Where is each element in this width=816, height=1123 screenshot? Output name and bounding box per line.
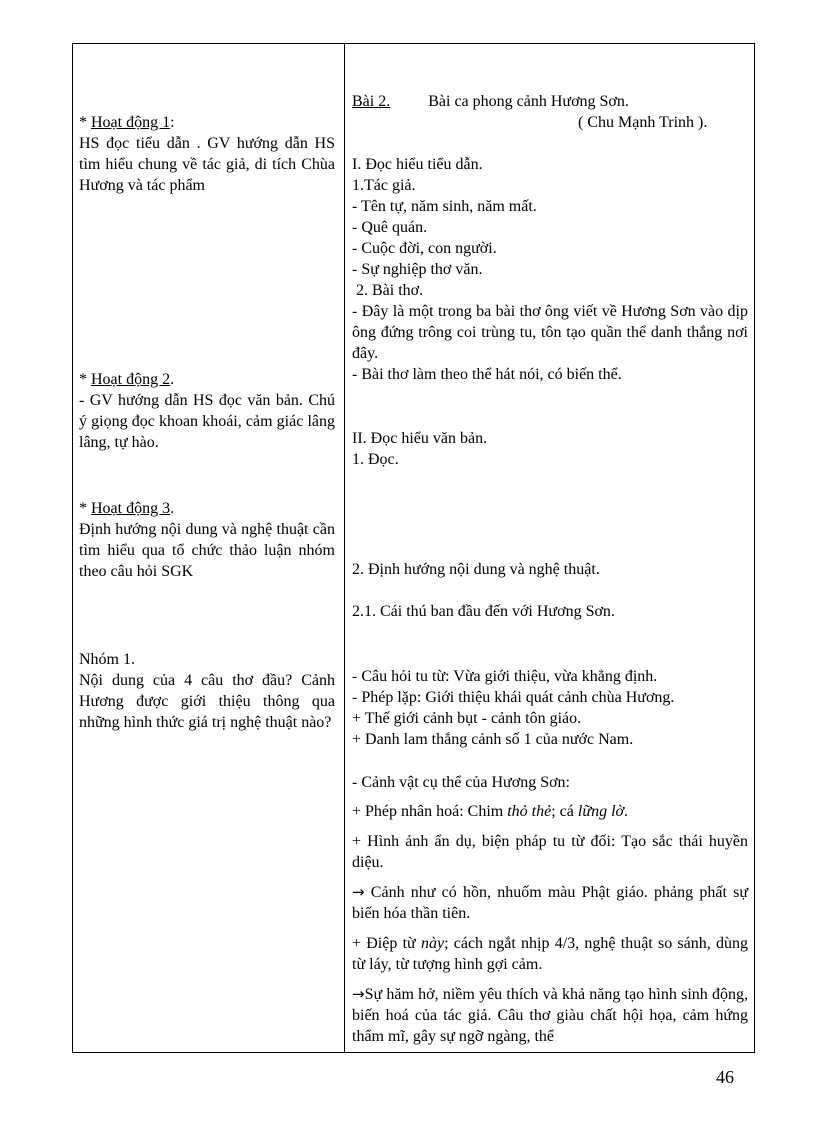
section-2-2-title: 2. Định hướng nội dung và nghệ thuật. [352,561,600,578]
lesson-table [72,43,755,1053]
section-2-2-1-title: 2.1. Cái thú ban đầu đến với Hương Sơn. [352,603,615,620]
activity-3-text: Định hướng nội dung và nghệ thuật cần tìm hiểu qua tổ chức thảo luận nhóm theo câu hỏi SGK [79,521,335,580]
section-2-1-title: 1. Đọc. [352,451,399,468]
column-divider [344,44,345,1052]
poem-paragraph-1: - Đây là một trong ba bài thơ ông viết về Hương Sơn vào dịp ông đứng trông coi trùng tu, tôn tạo quần thể danh thắng nơi đây. [352,303,748,362]
author-item-2: - Quê quán. [352,219,428,236]
activity-3-heading: * Hoạt động 3. [79,500,175,517]
section-1-title: I. Đọc hiểu tiểu dẫn. [352,156,483,173]
arrow-right-icon: → [352,883,365,901]
conclusion-paragraph-1: → Cảnh như có hồn, nhuốm màu Phật giáo. phảng phất sự biến hóa thần tiên. [352,883,748,922]
activity-1-text: HS đọc tiểu dẫn . GV hướng dẫn HS tìm hiểu chung về tác giả, di tích Chùa Hương và tác phẩm [79,135,335,194]
activity-1-heading: * Hoạt động 1: [79,114,175,131]
analysis-line-4: + Danh lam thắng cảnh số 1 của nước Nam. [352,731,634,748]
group-1-text: Nội dung của 4 câu thơ đầu? Cảnh Hương được giới thiệu thông qua những hình thức giá trị nghệ thuật nào? [79,672,335,731]
section-1-1-title: 1.Tác giả. [352,177,416,194]
author-item-3: - Cuộc đời, con người. [352,240,497,257]
author-item-4: - Sự nghiệp thơ văn. [352,261,483,278]
section-1-2-title: 2. Bài thơ. [356,282,424,299]
analysis-line-3: + Thế giới cảnh bụt - cảnh tôn giáo. [352,710,582,727]
repetition-paragraph: + Điệp từ này; cách ngắt nhịp 4/3, nghệ thuật so sánh, dùng từ láy, từ tượng hình gợi cảm. [352,935,748,973]
group-1-heading: Nhóm 1. [79,651,135,668]
activity-2-text: - GV hướng dẫn HS đọc văn bản. Chú ý giọng đọc khoan khoái, cảm giác lâng lâng, tự hào. [79,392,335,451]
metaphor-paragraph: + Hình ảnh ẩn dụ, biện pháp tu từ đối: Tạo sắc thái huyền diệu. [352,833,748,871]
poem-paragraph-2: - Bài thơ làm theo thể hát nói, có biến thể. [352,366,622,383]
analysis-line-2: - Phép lặp: Giới thiệu khái quát cảnh chùa Hương. [352,689,675,706]
scenery-heading: - Cảnh vật cụ thể của Hương Sơn: [352,774,570,791]
lesson-heading: Bài 2. Bài ca phong cảnh Hương Sơn. [352,93,629,110]
lesson-author: ( Chu Mạnh Trinh ). [578,114,708,131]
analysis-line-1: - Câu hỏi tu từ: Vừa giới thiệu, vừa khẳng định. [352,668,658,685]
conclusion-paragraph-2: →Sự hăm hở, niềm yêu thích và khả năng tạo hình sinh động, biến hoá của tác giả. Câu thơ giàu chất hội họa, cảm hứng thẩm mĩ, gây sự ngỡ ngàng, thể [352,985,748,1045]
page-number: 46 [716,1067,734,1087]
personification-line: + Phép nhân hoá: Chim thỏ thẻ; cá lững lờ. [352,803,629,820]
section-2-title: II. Đọc hiểu văn bản. [352,430,488,447]
arrow-right-icon: → [352,985,365,1003]
author-item-1: - Tên tự, năm sinh, năm mất. [352,198,537,215]
activity-2-heading: * Hoạt động 2. [79,371,175,388]
